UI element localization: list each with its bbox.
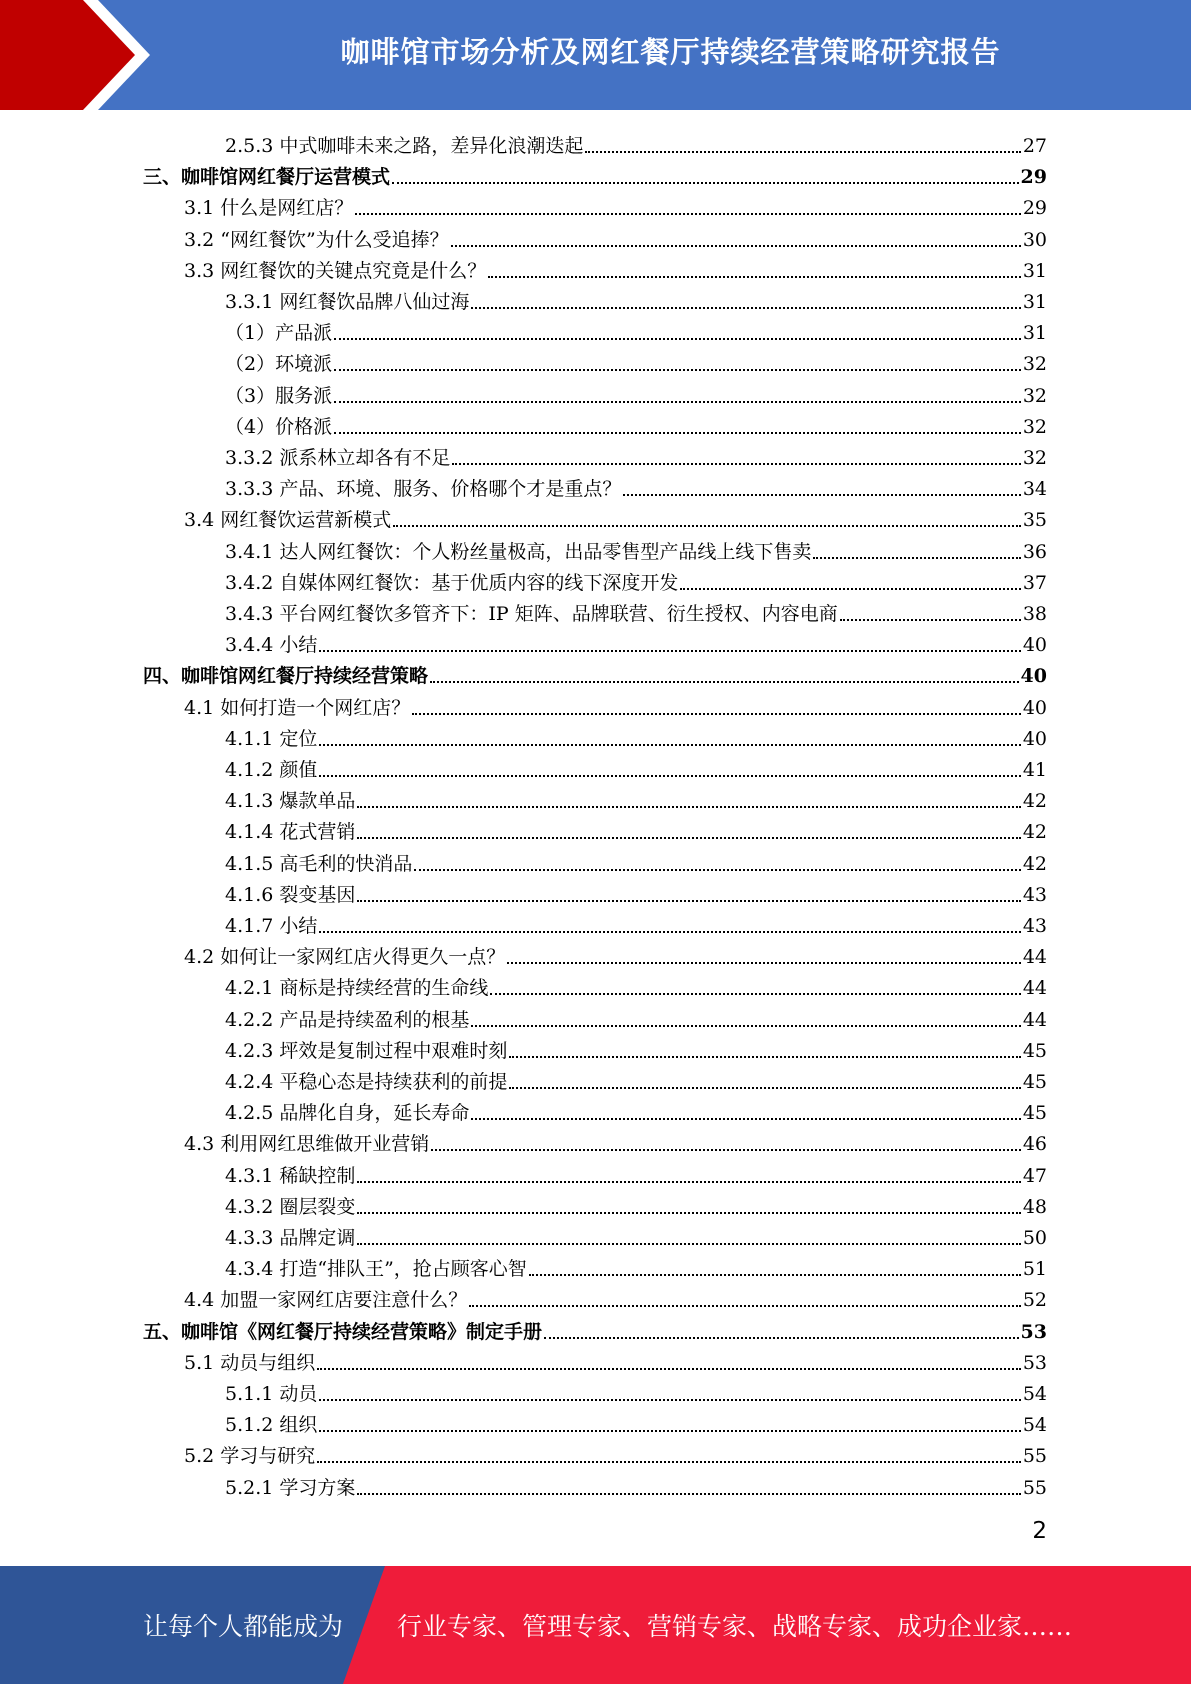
- toc-entry[interactable]: [225, 720, 1047, 751]
- toc-dot-leader: [431, 1149, 1021, 1151]
- toc-entry-title: 4.1.1 定位: [225, 727, 318, 750]
- toc-entry[interactable]: [225, 127, 1047, 158]
- header-bar: [0, 0, 1191, 110]
- toc-entry-page: 29: [1022, 197, 1047, 220]
- toc-dot-leader: [471, 307, 1020, 309]
- toc-entry-title: （4）价格派: [225, 415, 333, 438]
- toc-dot-leader: [319, 931, 1020, 933]
- toc-entry-title: 4.1.4 花式营销: [225, 821, 356, 844]
- toc-entry-title: 四、咖啡馆网红餐厅持续经营策略: [143, 665, 429, 688]
- toc-entry-page: 32: [1022, 447, 1047, 469]
- toc-entry[interactable]: [225, 564, 1047, 595]
- toc-entry-title: 3.1 什么是网红店？: [184, 197, 354, 220]
- toc-entry-title: 4.2.4 平稳心态是持续获利的前提: [225, 1071, 508, 1093]
- toc-entry-title: 4.3.1 稀缺控制: [225, 1164, 356, 1187]
- toc-entry-title: （1）产品派: [225, 322, 333, 345]
- toc-dot-leader: [623, 494, 1020, 496]
- toc-dot-leader: [840, 619, 1021, 621]
- toc-entry-page: 53: [1022, 1351, 1047, 1374]
- toc-entry-page: 34: [1022, 478, 1047, 501]
- toc-entry[interactable]: [225, 408, 1047, 439]
- toc-entry[interactable]: [225, 595, 1047, 626]
- toc-entry-title: 2.5.3 中式咖啡未来之路，差异化浪潮迭起: [225, 135, 584, 157]
- toc-dot-leader: [469, 1305, 1021, 1307]
- toc-entry[interactable]: [225, 626, 1047, 657]
- toc-entry[interactable]: [225, 1094, 1047, 1125]
- toc-dot-leader: [334, 432, 1021, 434]
- toc-dot-leader: [355, 213, 1021, 215]
- toc-entry[interactable]: [225, 1219, 1047, 1250]
- toc-entry-title: 4.2.1 商标是持续经营的生命线: [225, 977, 489, 1000]
- toc-entry[interactable]: [225, 1188, 1047, 1219]
- toc-entry[interactable]: [225, 969, 1047, 1000]
- toc-entry-page: 42: [1022, 790, 1047, 813]
- toc-entry-page: 44: [1022, 977, 1047, 1000]
- toc-dot-leader: [334, 369, 1021, 371]
- toc-dot-leader: [334, 338, 1021, 340]
- toc-dot-leader: [585, 151, 1020, 153]
- toc-entry-page: 44: [1022, 946, 1047, 969]
- toc-dot-leader: [357, 1493, 1020, 1495]
- toc-entry-title: 3.4 网红餐饮运营新模式: [184, 509, 392, 532]
- toc-entry-page: 54: [1022, 1414, 1047, 1437]
- toc-dot-leader: [490, 993, 1020, 995]
- toc-entry-title: 3.3 网红餐饮的关键点究竟是什么？: [184, 259, 487, 282]
- toc-entry-page: 38: [1022, 603, 1047, 625]
- toc-entry-page: 35: [1022, 509, 1047, 532]
- toc-entry[interactable]: [184, 252, 1047, 283]
- toc-dot-leader: [509, 1056, 1020, 1058]
- toc-entry-page: 45: [1022, 1102, 1047, 1125]
- toc-entry[interactable]: [225, 876, 1047, 907]
- toc-entry-page: 31: [1022, 259, 1047, 282]
- toc-entry[interactable]: [184, 501, 1047, 532]
- toc-entry-title: 五、咖啡馆《网红餐厅持续经营策略》制定手册: [143, 1320, 543, 1343]
- toc-entry-title: （2）环境派: [225, 353, 333, 376]
- page-number: 2: [1032, 1518, 1047, 1544]
- toc-entry[interactable]: [225, 1032, 1047, 1063]
- toc-dot-leader: [319, 775, 1020, 777]
- toc-entry-title: 4.1.5 高毛利的快消品: [225, 852, 413, 875]
- toc-entry-page: 32: [1022, 353, 1047, 376]
- toc-dot-leader: [319, 650, 1020, 652]
- toc-dot-leader: [319, 1399, 1020, 1401]
- toc-dot-leader: [430, 681, 1019, 683]
- toc-entry[interactable]: [225, 813, 1047, 844]
- toc-entry-page: 40: [1022, 634, 1047, 657]
- toc-entry-title: 4.4 加盟一家网红店要注意什么？: [184, 1289, 468, 1312]
- toc-entry[interactable]: [225, 1063, 1047, 1094]
- toc-dot-leader: [452, 463, 1020, 465]
- toc-entry-title: 4.1 如何打造一个网红店？: [184, 696, 411, 719]
- toc-dot-leader: [357, 1181, 1020, 1183]
- toc-entry[interactable]: [225, 1001, 1047, 1032]
- toc-dot-leader: [471, 1118, 1020, 1120]
- toc-entry[interactable]: [225, 845, 1047, 876]
- toc-entry-page: 48: [1022, 1195, 1047, 1218]
- toc-dot-leader: [544, 1337, 1019, 1339]
- toc-entry-title: 4.3.4 打造“排队王”，抢占顾客心智: [225, 1258, 527, 1281]
- toc-entry-page: 40: [1022, 696, 1047, 719]
- toc-entry-page: 50: [1022, 1227, 1047, 1249]
- toc-entry-title: 5.2 学习与研究: [184, 1445, 316, 1468]
- toc-entry-page: 43: [1022, 883, 1047, 906]
- toc-entry-page: 36: [1022, 540, 1047, 563]
- toc-entry[interactable]: [184, 1125, 1047, 1156]
- toc-dot-leader: [488, 276, 1021, 278]
- toc-entry-page: 41: [1022, 759, 1047, 781]
- toc-entry[interactable]: [225, 907, 1047, 938]
- toc-entry-page: 30: [1022, 228, 1047, 251]
- toc-entry-page: 40: [1020, 665, 1047, 688]
- toc-entry-title: 三、咖啡馆网红餐厅运营模式: [143, 166, 391, 189]
- toc-entry[interactable]: [225, 345, 1047, 376]
- toc-dot-leader: [393, 525, 1021, 527]
- toc-entry-page: 42: [1022, 821, 1047, 844]
- toc-dot-leader: [471, 1025, 1020, 1027]
- toc-entry-page: 55: [1022, 1476, 1047, 1499]
- toc-entry-title: 3.4.1 达人网红餐饮：个人粉丝量极高，出品零售型产品线上线下售卖: [225, 540, 812, 563]
- footer-slogan-right: 行业专家、管理专家、营销专家、战略专家、成功企业家……: [397, 1612, 1073, 1641]
- toc-dot-leader: [357, 806, 1020, 808]
- toc-dot-leader: [357, 837, 1020, 839]
- toc-entry-page: 46: [1022, 1133, 1047, 1156]
- toc-entry[interactable]: [184, 189, 1047, 220]
- toc-entry-page: 51: [1022, 1258, 1047, 1281]
- toc-dot-leader: [392, 182, 1019, 184]
- toc-entry-title: 4.3.2 圈层裂变: [225, 1195, 356, 1218]
- toc-entry-page: 45: [1022, 1071, 1047, 1093]
- toc-entry[interactable]: [225, 1375, 1047, 1406]
- toc-entry-page: 44: [1022, 1008, 1047, 1031]
- toc-dot-leader: [509, 1087, 1020, 1089]
- toc-dot-leader: [334, 401, 1021, 403]
- toc-entry[interactable]: [225, 377, 1047, 408]
- toc-entry-title: 4.3 利用网红思维做开业营销: [184, 1133, 430, 1156]
- toc-entry-page: 40: [1022, 727, 1047, 750]
- toc-entry-page: 31: [1022, 322, 1047, 345]
- toc-entry-page: 37: [1022, 571, 1047, 594]
- toc-entry[interactable]: [143, 158, 1047, 189]
- toc-entry[interactable]: [184, 1344, 1047, 1375]
- toc-entry-title: 3.4.4 小结: [225, 634, 318, 657]
- toc-entry-title: 5.1.2 组织: [225, 1414, 318, 1437]
- toc-dot-leader: [357, 1243, 1020, 1245]
- toc-entry-title: 4.3.3 品牌定调: [225, 1227, 356, 1249]
- toc-entry[interactable]: [184, 938, 1047, 969]
- toc-entry[interactable]: [225, 782, 1047, 813]
- toc-entry-title: 4.1.2 颜值: [225, 759, 318, 781]
- toc-entry-title: 4.2.5 品牌化自身，延长寿命: [225, 1102, 470, 1125]
- toc-entry[interactable]: [184, 1281, 1047, 1312]
- toc-entry-page: 52: [1022, 1289, 1047, 1312]
- toc-entry[interactable]: [225, 470, 1047, 501]
- toc-entry-title: 4.2.2 产品是持续盈利的根基: [225, 1008, 470, 1031]
- toc-dot-leader: [414, 869, 1020, 871]
- toc-dot-leader: [529, 1274, 1021, 1276]
- toc-dot-leader: [317, 1461, 1021, 1463]
- toc-entry[interactable]: [184, 689, 1047, 720]
- toc-dot-leader: [319, 1430, 1020, 1432]
- toc-dot-leader: [451, 245, 1021, 247]
- toc-entry-title: 3.3.3 产品、环境、服务、价格哪个才是重点？: [225, 478, 622, 501]
- toc-entry-title: 4.1.3 爆款单品: [225, 790, 356, 813]
- toc-entry[interactable]: [225, 283, 1047, 314]
- toc-entry[interactable]: [225, 1406, 1047, 1437]
- footer-bar: [0, 1566, 1191, 1684]
- toc-dot-leader: [357, 1212, 1020, 1214]
- toc-entry-page: 53: [1020, 1320, 1047, 1343]
- toc-dot-leader: [317, 1368, 1021, 1370]
- toc-entry[interactable]: [225, 751, 1047, 782]
- toc-entry[interactable]: [143, 657, 1047, 688]
- toc-entry-title: 4.2 如何让一家网红店火得更久一点？: [184, 946, 506, 969]
- toc-entry-title: 3.3.1 网红餐饮品牌八仙过海: [225, 291, 470, 313]
- toc-entry-title: 4.1.7 小结: [225, 915, 318, 937]
- toc-entry-title: 4.1.6 裂变基因: [225, 883, 356, 906]
- toc-entry[interactable]: [225, 1250, 1047, 1281]
- toc-entry-page: 31: [1022, 291, 1047, 313]
- toc-dot-leader: [507, 962, 1021, 964]
- toc-entry-title: 3.4.2 自媒体网红餐饮：基于优质内容的线下深度开发: [225, 571, 679, 594]
- toc-entry[interactable]: [184, 1437, 1047, 1468]
- toc-entry-page: 47: [1022, 1164, 1047, 1187]
- toc-dot-leader: [680, 588, 1020, 590]
- toc-entry-page: 43: [1022, 915, 1047, 937]
- toc-entry-page: 32: [1022, 384, 1047, 407]
- toc-dot-leader: [319, 744, 1020, 746]
- toc-entry-title: 3.4.3 平台网红餐饮多管齐下：IP 矩阵、品牌联营、衍生授权、内容电商: [225, 603, 838, 625]
- toc-entry[interactable]: [225, 314, 1047, 345]
- toc-dot-leader: [813, 557, 1020, 559]
- toc-entry-title: 3.2 “网红餐饮”为什么受追捧？: [184, 228, 449, 251]
- toc-entry-title: 3.3.2 派系林立却各有不足: [225, 447, 451, 469]
- toc-entry[interactable]: [225, 439, 1047, 470]
- toc-entry-page: 32: [1022, 415, 1047, 438]
- toc-entry-title: 5.1.1 动员: [225, 1383, 318, 1405]
- toc-entry[interactable]: [184, 221, 1047, 252]
- toc-entry-page: 29: [1020, 166, 1047, 189]
- toc-entry-title: （3）服务派: [225, 384, 333, 407]
- document-title: 咖啡馆市场分析及网红餐厅持续经营策略研究报告: [340, 34, 1001, 69]
- toc-dot-leader: [357, 900, 1020, 902]
- toc-entry-page: 55: [1022, 1445, 1047, 1468]
- toc-entry[interactable]: [225, 1157, 1047, 1188]
- toc-entry-title: 5.1 动员与组织: [184, 1351, 316, 1374]
- toc-entry[interactable]: [225, 533, 1047, 564]
- toc-entry-page: 27: [1022, 135, 1047, 157]
- toc-entry-page: 42: [1022, 852, 1047, 875]
- toc-entry-title: 5.2.1 学习方案: [225, 1476, 356, 1499]
- toc-entry-page: 45: [1022, 1039, 1047, 1062]
- toc-entry[interactable]: [143, 1313, 1047, 1344]
- toc-entry-page: 54: [1022, 1383, 1047, 1405]
- footer-slogan-left: 让每个人都能成为: [143, 1612, 344, 1641]
- toc-dot-leader: [412, 713, 1021, 715]
- toc-entry-title: 4.2.3 坪效是复制过程中艰难时刻: [225, 1039, 508, 1062]
- toc-entry[interactable]: [225, 1469, 1047, 1500]
